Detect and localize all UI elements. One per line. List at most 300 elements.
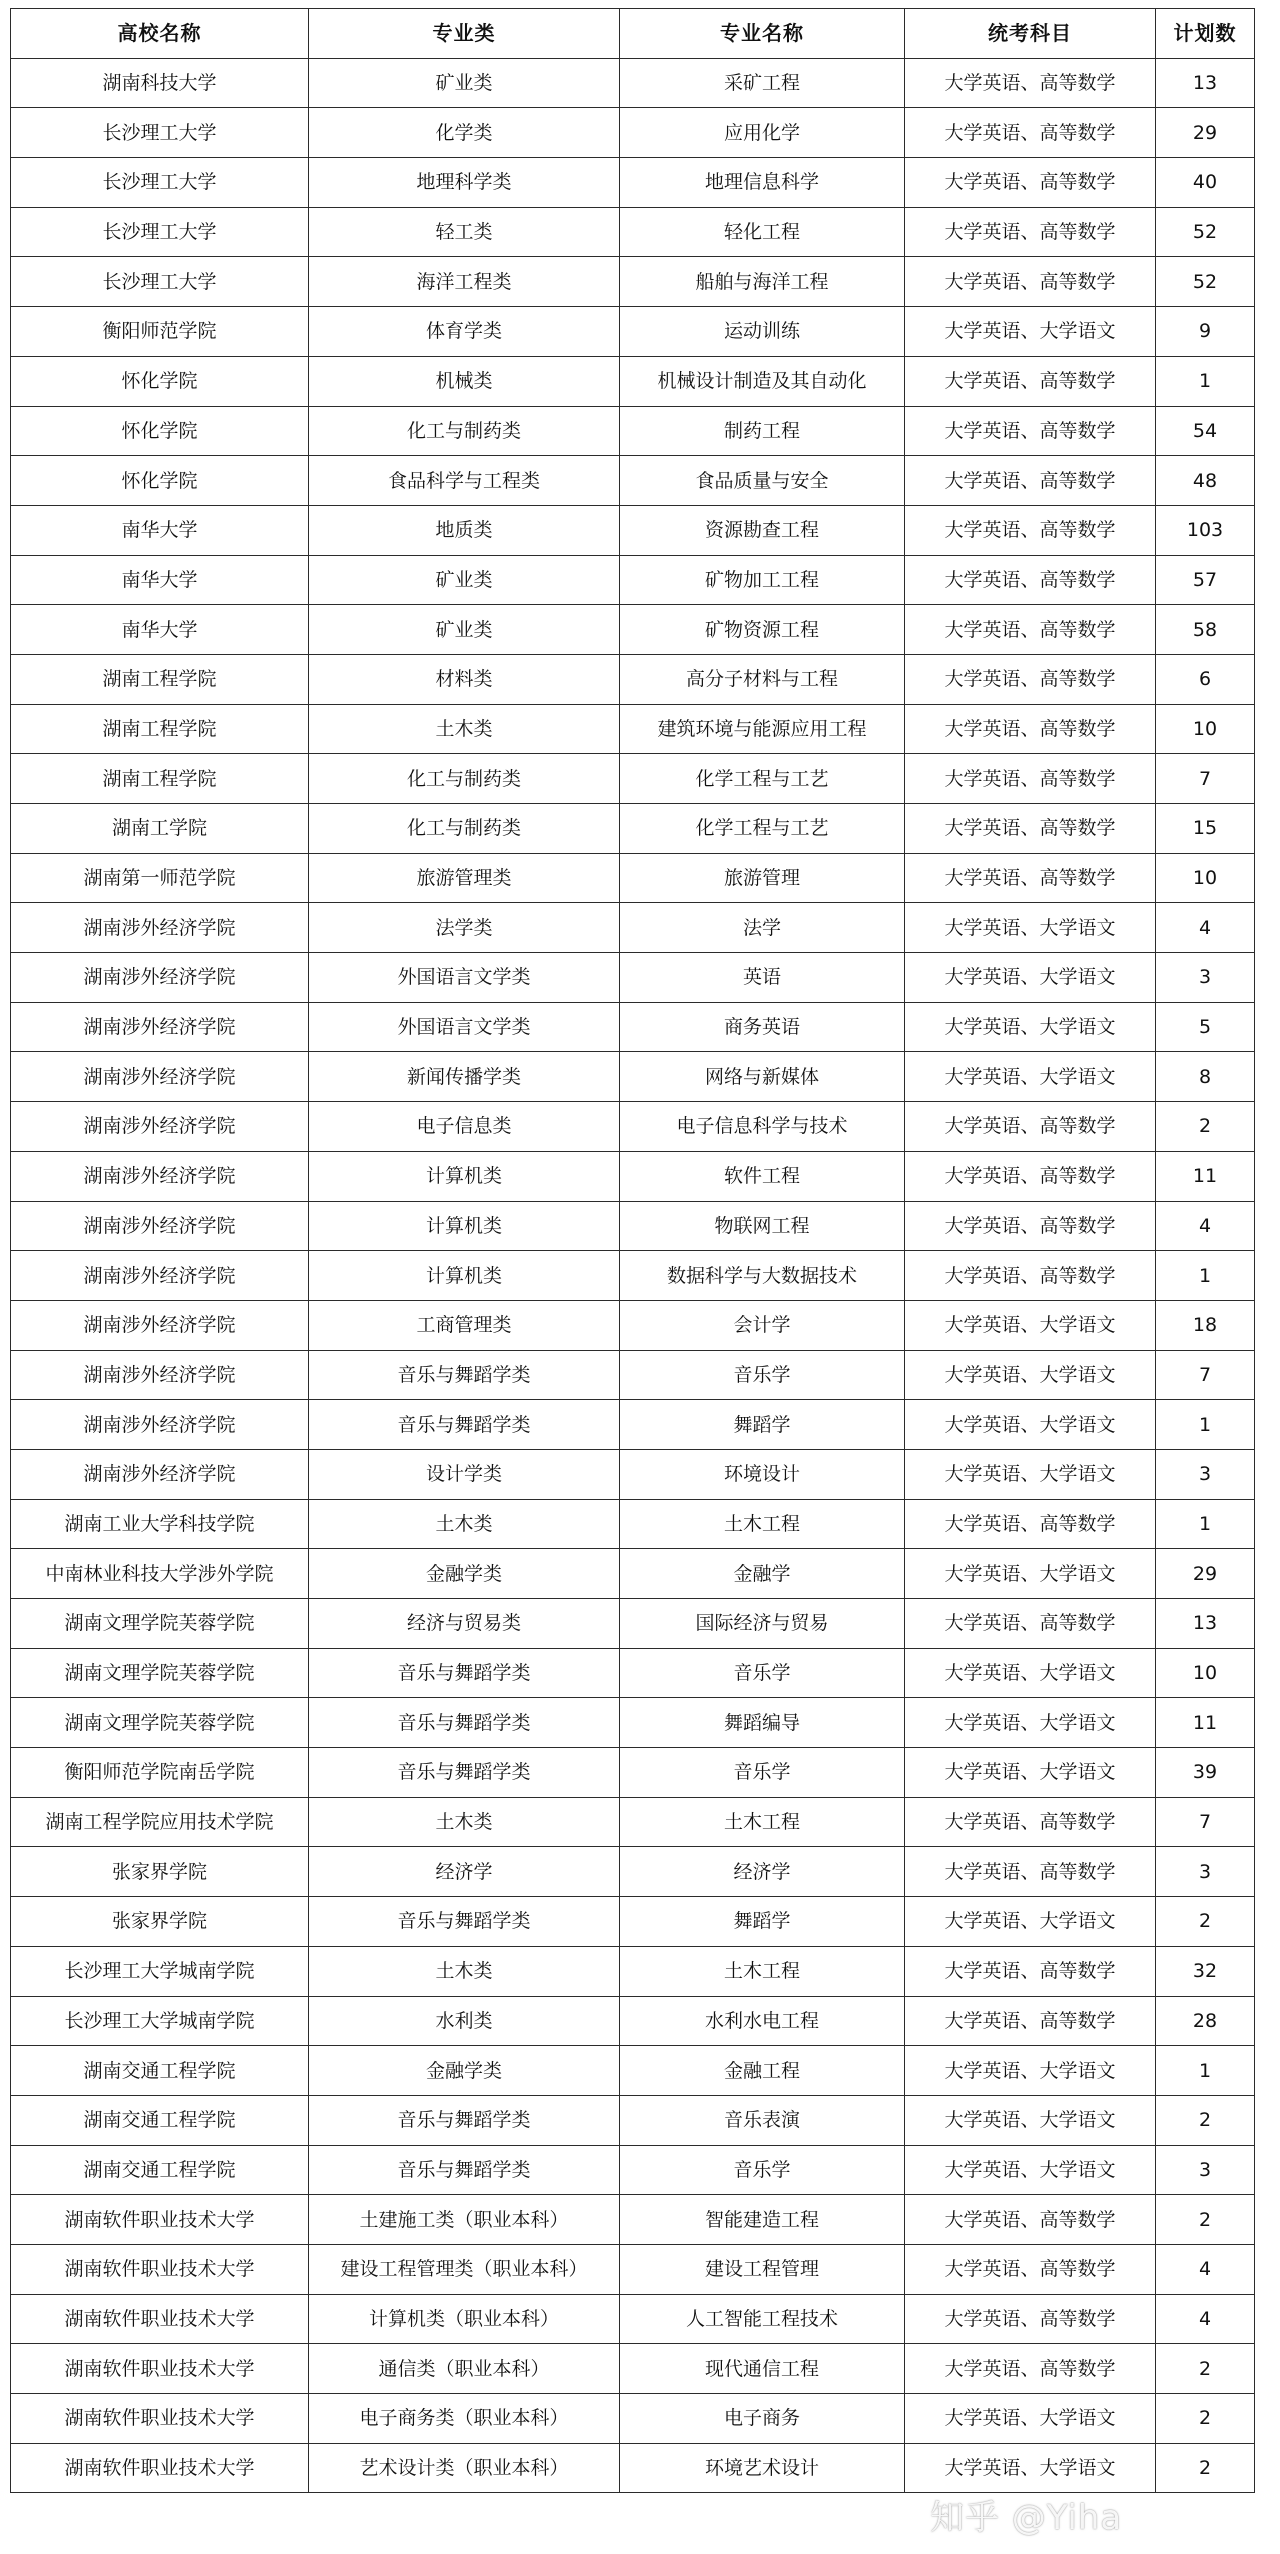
exam-subjects-cell: 大学英语、大学语文 xyxy=(905,1449,1156,1499)
major-name-cell: 人工智能工程技术 xyxy=(620,2294,905,2344)
major-category-cell: 机械类 xyxy=(309,356,620,406)
major-category-cell: 音乐与舞蹈学类 xyxy=(309,1698,620,1748)
major-name-cell: 音乐学 xyxy=(620,2145,905,2195)
table-row xyxy=(11,356,1255,406)
major-category-cell: 金融学类 xyxy=(309,1549,620,1599)
table-row xyxy=(11,853,1255,903)
table-row xyxy=(11,1251,1255,1301)
major-name-cell: 数据科学与大数据技术 xyxy=(620,1251,905,1301)
school-cell: 衡阳师范学院南岳学院 xyxy=(11,1748,309,1798)
table-row xyxy=(11,1847,1255,1897)
exam-subjects-cell: 大学英语、高等数学 xyxy=(905,704,1156,754)
table-row xyxy=(11,754,1255,804)
major-category-cell: 电子信息类 xyxy=(309,1102,620,1152)
watermark: 知乎 @Yiha xyxy=(930,2498,1123,2538)
major-name-cell: 矿物资源工程 xyxy=(620,605,905,655)
plan-count-cell: 2 xyxy=(1156,2443,1255,2493)
plan-count-cell: 11 xyxy=(1156,1698,1255,1748)
plan-count-cell: 2 xyxy=(1156,2394,1255,2444)
table-row xyxy=(11,903,1255,953)
school-cell: 怀化学院 xyxy=(11,456,309,506)
table-row xyxy=(11,2443,1255,2493)
plan-count-cell: 5 xyxy=(1156,1002,1255,1052)
school-cell: 湖南文理学院芙蓉学院 xyxy=(11,1648,309,1698)
exam-subjects-cell: 大学英语、高等数学 xyxy=(905,1151,1156,1201)
plan-count-cell: 3 xyxy=(1156,1847,1255,1897)
school-cell: 湖南涉外经济学院 xyxy=(11,953,309,1003)
exam-subjects-cell: 大学英语、高等数学 xyxy=(905,1251,1156,1301)
major-name-cell: 轻化工程 xyxy=(620,207,905,257)
school-cell: 南华大学 xyxy=(11,555,309,605)
school-cell: 南华大学 xyxy=(11,605,309,655)
school-cell: 湖南第一师范学院 xyxy=(11,853,309,903)
major-name-cell: 资源勘查工程 xyxy=(620,505,905,555)
plan-count-cell: 10 xyxy=(1156,853,1255,903)
major-name-cell: 采矿工程 xyxy=(620,58,905,108)
major-category-cell: 新闻传播学类 xyxy=(309,1052,620,1102)
plan-count-cell: 7 xyxy=(1156,1797,1255,1847)
table-row xyxy=(11,1499,1255,1549)
header-major-name: 专业名称 xyxy=(620,9,905,59)
major-category-cell: 通信类（职业本科） xyxy=(309,2344,620,2394)
major-name-cell: 音乐学 xyxy=(620,1648,905,1698)
exam-subjects-cell: 大学英语、高等数学 xyxy=(905,1797,1156,1847)
plan-count-cell: 13 xyxy=(1156,1599,1255,1649)
major-category-cell: 计算机类（职业本科） xyxy=(309,2294,620,2344)
major-name-cell: 舞蹈编导 xyxy=(620,1698,905,1748)
major-name-cell: 水利水电工程 xyxy=(620,1996,905,2046)
school-cell: 湖南涉外经济学院 xyxy=(11,903,309,953)
plan-count-cell: 1 xyxy=(1156,2046,1255,2096)
school-cell: 湖南涉外经济学院 xyxy=(11,1300,309,1350)
major-category-cell: 建设工程管理类（职业本科） xyxy=(309,2244,620,2294)
major-category-cell: 化学类 xyxy=(309,108,620,158)
major-category-cell: 矿业类 xyxy=(309,605,620,655)
school-cell: 湖南交通工程学院 xyxy=(11,2145,309,2195)
major-category-cell: 食品科学与工程类 xyxy=(309,456,620,506)
school-cell: 张家界学院 xyxy=(11,1847,309,1897)
major-name-cell: 机械设计制造及其自动化 xyxy=(620,356,905,406)
major-name-cell: 船舶与海洋工程 xyxy=(620,257,905,307)
school-cell: 湖南涉外经济学院 xyxy=(11,1251,309,1301)
major-name-cell: 舞蹈学 xyxy=(620,1897,905,1947)
table-row xyxy=(11,1102,1255,1152)
exam-subjects-cell: 大学英语、大学语文 xyxy=(905,1350,1156,1400)
major-category-cell: 化工与制药类 xyxy=(309,804,620,854)
plan-count-cell: 1 xyxy=(1156,356,1255,406)
plan-count-cell: 58 xyxy=(1156,605,1255,655)
table-row xyxy=(11,1946,1255,1996)
major-category-cell: 水利类 xyxy=(309,1996,620,2046)
major-category-cell: 音乐与舞蹈学类 xyxy=(309,1748,620,1798)
admission-plan-table xyxy=(10,8,1255,2493)
table-row xyxy=(11,2244,1255,2294)
major-category-cell: 化工与制药类 xyxy=(309,406,620,456)
table-row xyxy=(11,1449,1255,1499)
major-name-cell: 化学工程与工艺 xyxy=(620,804,905,854)
major-category-cell: 外国语言文学类 xyxy=(309,1002,620,1052)
school-cell: 湖南工程学院 xyxy=(11,704,309,754)
plan-count-cell: 7 xyxy=(1156,754,1255,804)
exam-subjects-cell: 大学英语、高等数学 xyxy=(905,158,1156,208)
header-row xyxy=(11,9,1255,59)
major-name-cell: 高分子材料与工程 xyxy=(620,654,905,704)
major-name-cell: 食品质量与安全 xyxy=(620,456,905,506)
exam-subjects-cell: 大学英语、高等数学 xyxy=(905,555,1156,605)
exam-subjects-cell: 大学英语、高等数学 xyxy=(905,1599,1156,1649)
exam-subjects-cell: 大学英语、高等数学 xyxy=(905,406,1156,456)
table-row xyxy=(11,1797,1255,1847)
table-row xyxy=(11,406,1255,456)
major-name-cell: 应用化学 xyxy=(620,108,905,158)
school-cell: 湖南涉外经济学院 xyxy=(11,1052,309,1102)
table-row xyxy=(11,804,1255,854)
exam-subjects-cell: 大学英语、大学语文 xyxy=(905,1300,1156,1350)
major-category-cell: 经济与贸易类 xyxy=(309,1599,620,1649)
major-name-cell: 软件工程 xyxy=(620,1151,905,1201)
major-name-cell: 运动训练 xyxy=(620,307,905,357)
exam-subjects-cell: 大学英语、高等数学 xyxy=(905,1499,1156,1549)
major-category-cell: 土木类 xyxy=(309,1499,620,1549)
school-cell: 湖南涉外经济学院 xyxy=(11,1201,309,1251)
exam-subjects-cell: 大学英语、高等数学 xyxy=(905,2244,1156,2294)
major-category-cell: 经济学 xyxy=(309,1847,620,1897)
school-cell: 长沙理工大学城南学院 xyxy=(11,1946,309,1996)
plan-count-cell: 2 xyxy=(1156,2195,1255,2245)
school-cell: 湖南软件职业技术大学 xyxy=(11,2244,309,2294)
plan-count-cell: 32 xyxy=(1156,1946,1255,1996)
school-cell: 湖南软件职业技术大学 xyxy=(11,2394,309,2444)
plan-count-cell: 8 xyxy=(1156,1052,1255,1102)
exam-subjects-cell: 大学英语、高等数学 xyxy=(905,605,1156,655)
exam-subjects-cell: 大学英语、高等数学 xyxy=(905,1102,1156,1152)
major-name-cell: 建筑环境与能源应用工程 xyxy=(620,704,905,754)
major-category-cell: 轻工类 xyxy=(309,207,620,257)
plan-count-cell: 3 xyxy=(1156,2145,1255,2195)
major-name-cell: 舞蹈学 xyxy=(620,1400,905,1450)
major-name-cell: 会计学 xyxy=(620,1300,905,1350)
major-name-cell: 电子商务 xyxy=(620,2394,905,2444)
exam-subjects-cell: 大学英语、大学语文 xyxy=(905,2443,1156,2493)
plan-count-cell: 1 xyxy=(1156,1400,1255,1450)
plan-count-cell: 29 xyxy=(1156,1549,1255,1599)
major-name-cell: 土木工程 xyxy=(620,1499,905,1549)
plan-count-cell: 4 xyxy=(1156,903,1255,953)
plan-count-cell: 28 xyxy=(1156,1996,1255,2046)
plan-count-cell: 1 xyxy=(1156,1499,1255,1549)
major-category-cell: 地质类 xyxy=(309,505,620,555)
major-category-cell: 土建施工类（职业本科） xyxy=(309,2195,620,2245)
major-category-cell: 音乐与舞蹈学类 xyxy=(309,1897,620,1947)
plan-count-cell: 2 xyxy=(1156,1102,1255,1152)
major-category-cell: 土木类 xyxy=(309,704,620,754)
exam-subjects-cell: 大学英语、高等数学 xyxy=(905,456,1156,506)
major-name-cell: 现代通信工程 xyxy=(620,2344,905,2394)
plan-count-cell: 3 xyxy=(1156,953,1255,1003)
exam-subjects-cell: 大学英语、高等数学 xyxy=(905,1996,1156,2046)
major-name-cell: 金融工程 xyxy=(620,2046,905,2096)
table-row xyxy=(11,2344,1255,2394)
plan-count-cell: 57 xyxy=(1156,555,1255,605)
major-name-cell: 矿物加工工程 xyxy=(620,555,905,605)
plan-count-cell: 1 xyxy=(1156,1251,1255,1301)
plan-count-cell: 9 xyxy=(1156,307,1255,357)
table-row xyxy=(11,1996,1255,2046)
major-name-cell: 旅游管理 xyxy=(620,853,905,903)
major-name-cell: 智能建造工程 xyxy=(620,2195,905,2245)
table-row xyxy=(11,2195,1255,2245)
school-cell: 怀化学院 xyxy=(11,406,309,456)
table-row xyxy=(11,307,1255,357)
school-cell: 湖南涉外经济学院 xyxy=(11,1002,309,1052)
exam-subjects-cell: 大学英语、高等数学 xyxy=(905,58,1156,108)
major-category-cell: 工商管理类 xyxy=(309,1300,620,1350)
major-category-cell: 海洋工程类 xyxy=(309,257,620,307)
plan-count-cell: 4 xyxy=(1156,2294,1255,2344)
plan-count-cell: 11 xyxy=(1156,1151,1255,1201)
header-school: 高校名称 xyxy=(11,9,309,59)
table-row xyxy=(11,953,1255,1003)
table-row xyxy=(11,1648,1255,1698)
school-cell: 长沙理工大学 xyxy=(11,257,309,307)
school-cell: 湖南科技大学 xyxy=(11,58,309,108)
school-cell: 长沙理工大学 xyxy=(11,108,309,158)
school-cell: 衡阳师范学院 xyxy=(11,307,309,357)
plan-count-cell: 15 xyxy=(1156,804,1255,854)
major-name-cell: 建设工程管理 xyxy=(620,2244,905,2294)
school-cell: 湖南涉外经济学院 xyxy=(11,1350,309,1400)
school-cell: 湖南涉外经济学院 xyxy=(11,1400,309,1450)
exam-subjects-cell: 大学英语、高等数学 xyxy=(905,1946,1156,1996)
plan-count-cell: 7 xyxy=(1156,1350,1255,1400)
exam-subjects-cell: 大学英语、高等数学 xyxy=(905,754,1156,804)
major-category-cell: 音乐与舞蹈学类 xyxy=(309,1400,620,1450)
major-category-cell: 土木类 xyxy=(309,1946,620,1996)
exam-subjects-cell: 大学英语、大学语文 xyxy=(905,1002,1156,1052)
school-cell: 长沙理工大学 xyxy=(11,207,309,257)
exam-subjects-cell: 大学英语、高等数学 xyxy=(905,1201,1156,1251)
exam-subjects-cell: 大学英语、高等数学 xyxy=(905,356,1156,406)
school-cell: 张家界学院 xyxy=(11,1897,309,1947)
exam-subjects-cell: 大学英语、高等数学 xyxy=(905,2195,1156,2245)
exam-subjects-cell: 大学英语、高等数学 xyxy=(905,2344,1156,2394)
header-major-category: 专业类 xyxy=(309,9,620,59)
major-category-cell: 外国语言文学类 xyxy=(309,953,620,1003)
major-category-cell: 旅游管理类 xyxy=(309,853,620,903)
school-cell: 湖南涉外经济学院 xyxy=(11,1151,309,1201)
exam-subjects-cell: 大学英语、大学语文 xyxy=(905,307,1156,357)
table-row xyxy=(11,1549,1255,1599)
plan-count-cell: 18 xyxy=(1156,1300,1255,1350)
school-cell: 湖南软件职业技术大学 xyxy=(11,2195,309,2245)
major-category-cell: 音乐与舞蹈学类 xyxy=(309,2095,620,2145)
major-name-cell: 英语 xyxy=(620,953,905,1003)
exam-subjects-cell: 大学英语、大学语文 xyxy=(905,1549,1156,1599)
table-row xyxy=(11,1897,1255,1947)
school-cell: 湖南文理学院芙蓉学院 xyxy=(11,1698,309,1748)
major-category-cell: 化工与制药类 xyxy=(309,754,620,804)
plan-count-cell: 103 xyxy=(1156,505,1255,555)
exam-subjects-cell: 大学英语、大学语文 xyxy=(905,1748,1156,1798)
school-cell: 湖南涉外经济学院 xyxy=(11,1102,309,1152)
major-name-cell: 土木工程 xyxy=(620,1797,905,1847)
school-cell: 中南林业科技大学涉外学院 xyxy=(11,1549,309,1599)
school-cell: 湖南软件职业技术大学 xyxy=(11,2294,309,2344)
plan-count-cell: 54 xyxy=(1156,406,1255,456)
major-category-cell: 体育学类 xyxy=(309,307,620,357)
school-cell: 湖南工程学院 xyxy=(11,654,309,704)
plan-count-cell: 3 xyxy=(1156,1449,1255,1499)
exam-subjects-cell: 大学英语、高等数学 xyxy=(905,853,1156,903)
exam-subjects-cell: 大学英语、大学语文 xyxy=(905,2095,1156,2145)
table-row xyxy=(11,207,1255,257)
major-name-cell: 地理信息科学 xyxy=(620,158,905,208)
table-row xyxy=(11,58,1255,108)
major-category-cell: 电子商务类（职业本科） xyxy=(309,2394,620,2444)
major-name-cell: 音乐学 xyxy=(620,1748,905,1798)
major-name-cell: 音乐表演 xyxy=(620,2095,905,2145)
table-row xyxy=(11,1201,1255,1251)
school-cell: 南华大学 xyxy=(11,505,309,555)
plan-count-cell: 6 xyxy=(1156,654,1255,704)
major-name-cell: 制药工程 xyxy=(620,406,905,456)
table-row xyxy=(11,505,1255,555)
table-row xyxy=(11,2095,1255,2145)
exam-subjects-cell: 大学英语、大学语文 xyxy=(905,2145,1156,2195)
exam-subjects-cell: 大学英语、大学语文 xyxy=(905,1897,1156,1947)
major-category-cell: 土木类 xyxy=(309,1797,620,1847)
school-cell: 长沙理工大学 xyxy=(11,158,309,208)
major-name-cell: 经济学 xyxy=(620,1847,905,1897)
table-row xyxy=(11,108,1255,158)
major-category-cell: 计算机类 xyxy=(309,1151,620,1201)
table-row xyxy=(11,257,1255,307)
school-cell: 湖南工学院 xyxy=(11,804,309,854)
exam-subjects-cell: 大学英语、大学语文 xyxy=(905,903,1156,953)
table-row xyxy=(11,1748,1255,1798)
major-category-cell: 材料类 xyxy=(309,654,620,704)
table-row xyxy=(11,2394,1255,2444)
plan-count-cell: 4 xyxy=(1156,2244,1255,2294)
major-category-cell: 音乐与舞蹈学类 xyxy=(309,1350,620,1400)
table-row xyxy=(11,605,1255,655)
table-row xyxy=(11,1350,1255,1400)
exam-subjects-cell: 大学英语、高等数学 xyxy=(905,804,1156,854)
plan-count-cell: 48 xyxy=(1156,456,1255,506)
table-row xyxy=(11,704,1255,754)
plan-count-cell: 13 xyxy=(1156,58,1255,108)
table-row xyxy=(11,555,1255,605)
exam-subjects-cell: 大学英语、高等数学 xyxy=(905,654,1156,704)
major-category-cell: 计算机类 xyxy=(309,1201,620,1251)
school-cell: 怀化学院 xyxy=(11,356,309,406)
school-cell: 长沙理工大学城南学院 xyxy=(11,1996,309,2046)
school-cell: 湖南涉外经济学院 xyxy=(11,1449,309,1499)
school-cell: 湖南工程学院 xyxy=(11,754,309,804)
major-category-cell: 矿业类 xyxy=(309,58,620,108)
major-name-cell: 法学 xyxy=(620,903,905,953)
plan-count-cell: 40 xyxy=(1156,158,1255,208)
plan-count-cell: 29 xyxy=(1156,108,1255,158)
major-name-cell: 网络与新媒体 xyxy=(620,1052,905,1102)
table-row xyxy=(11,1300,1255,1350)
major-name-cell: 商务英语 xyxy=(620,1002,905,1052)
table-row xyxy=(11,654,1255,704)
exam-subjects-cell: 大学英语、高等数学 xyxy=(905,207,1156,257)
table-body xyxy=(11,58,1255,2493)
major-name-cell: 金融学 xyxy=(620,1549,905,1599)
major-name-cell: 环境艺术设计 xyxy=(620,2443,905,2493)
table-row xyxy=(11,1400,1255,1450)
table-row xyxy=(11,1599,1255,1649)
school-cell: 湖南交通工程学院 xyxy=(11,2046,309,2096)
major-category-cell: 计算机类 xyxy=(309,1251,620,1301)
major-name-cell: 国际经济与贸易 xyxy=(620,1599,905,1649)
school-cell: 湖南软件职业技术大学 xyxy=(11,2443,309,2493)
table-row xyxy=(11,2046,1255,2096)
header-plan-count: 计划数 xyxy=(1156,9,1255,59)
table-row xyxy=(11,1002,1255,1052)
plan-count-cell: 10 xyxy=(1156,1648,1255,1698)
major-category-cell: 法学类 xyxy=(309,903,620,953)
major-category-cell: 地理科学类 xyxy=(309,158,620,208)
exam-subjects-cell: 大学英语、高等数学 xyxy=(905,1847,1156,1897)
major-category-cell: 设计学类 xyxy=(309,1449,620,1499)
exam-subjects-cell: 大学英语、高等数学 xyxy=(905,505,1156,555)
plan-count-cell: 2 xyxy=(1156,2344,1255,2394)
major-name-cell: 音乐学 xyxy=(620,1350,905,1400)
school-cell: 湖南工程学院应用技术学院 xyxy=(11,1797,309,1847)
plan-count-cell: 4 xyxy=(1156,1201,1255,1251)
school-cell: 湖南软件职业技术大学 xyxy=(11,2344,309,2394)
exam-subjects-cell: 大学英语、高等数学 xyxy=(905,2294,1156,2344)
major-name-cell: 物联网工程 xyxy=(620,1201,905,1251)
plan-count-cell: 52 xyxy=(1156,207,1255,257)
exam-subjects-cell: 大学英语、大学语文 xyxy=(905,2394,1156,2444)
plan-count-cell: 52 xyxy=(1156,257,1255,307)
major-name-cell: 环境设计 xyxy=(620,1449,905,1499)
plan-count-cell: 39 xyxy=(1156,1748,1255,1798)
major-category-cell: 音乐与舞蹈学类 xyxy=(309,1648,620,1698)
school-cell: 湖南文理学院芙蓉学院 xyxy=(11,1599,309,1649)
major-name-cell: 化学工程与工艺 xyxy=(620,754,905,804)
exam-subjects-cell: 大学英语、大学语文 xyxy=(905,953,1156,1003)
major-name-cell: 土木工程 xyxy=(620,1946,905,1996)
exam-subjects-cell: 大学英语、高等数学 xyxy=(905,108,1156,158)
exam-subjects-cell: 大学英语、大学语文 xyxy=(905,2046,1156,2096)
exam-subjects-cell: 大学英语、大学语文 xyxy=(905,1052,1156,1102)
table-row xyxy=(11,2294,1255,2344)
table-header xyxy=(11,9,1255,59)
plan-count-cell: 10 xyxy=(1156,704,1255,754)
exam-subjects-cell: 大学英语、大学语文 xyxy=(905,1400,1156,1450)
table-row xyxy=(11,158,1255,208)
major-name-cell: 电子信息科学与技术 xyxy=(620,1102,905,1152)
major-category-cell: 矿业类 xyxy=(309,555,620,605)
school-cell: 湖南工业大学科技学院 xyxy=(11,1499,309,1549)
school-cell: 湖南交通工程学院 xyxy=(11,2095,309,2145)
exam-subjects-cell: 大学英语、大学语文 xyxy=(905,1698,1156,1748)
exam-subjects-cell: 大学英语、大学语文 xyxy=(905,1648,1156,1698)
table-row xyxy=(11,1052,1255,1102)
major-category-cell: 金融学类 xyxy=(309,2046,620,2096)
plan-count-cell: 2 xyxy=(1156,2095,1255,2145)
major-category-cell: 艺术设计类（职业本科） xyxy=(309,2443,620,2493)
table-row xyxy=(11,1698,1255,1748)
major-category-cell: 音乐与舞蹈学类 xyxy=(309,2145,620,2195)
plan-count-cell: 2 xyxy=(1156,1897,1255,1947)
table-row xyxy=(11,2145,1255,2195)
